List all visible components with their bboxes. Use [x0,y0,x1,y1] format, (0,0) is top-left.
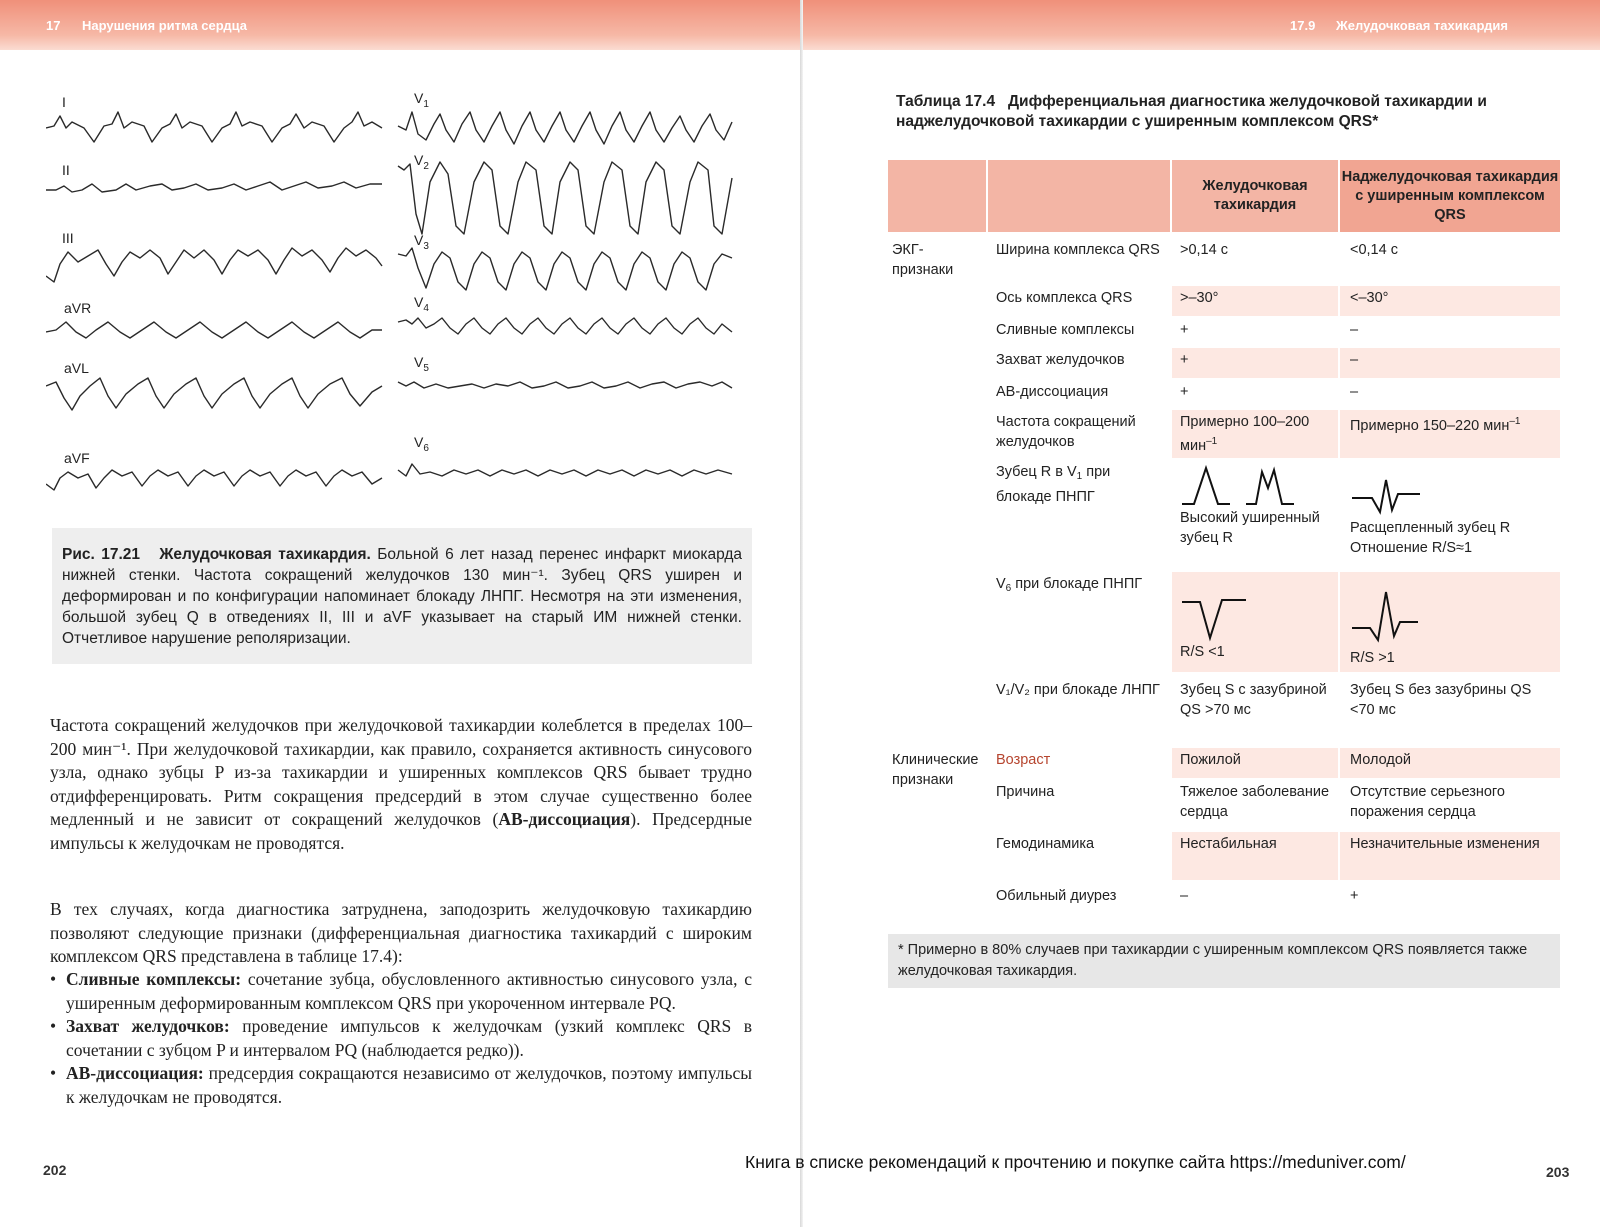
ecg-trace-avf [46,470,382,490]
bullet-item [50,1015,752,1062]
ecg-trace-avl [46,378,382,410]
vt-value: + [1180,384,1189,400]
section-number: 17.9 [1290,18,1316,33]
ecg-traces [46,86,758,526]
bullet-item [50,1062,752,1109]
row-label: V₁/V₂ при блокаде ЛНПГ [996,682,1160,698]
body-paragraph-1 [50,714,752,855]
table-row [888,748,1560,788]
table-row [888,318,1560,348]
ecg-trace-v4 [398,318,732,334]
page-number-left: 202 [43,1162,67,1178]
svt-value: Примерно 150–220 мин$^{-1}$ [1340,410,1560,458]
row-label: Обильный диурез [996,888,1117,904]
svt-value: Молодой [1340,748,1560,778]
header-cell-empty [988,160,1170,232]
ecg-figure [46,86,758,526]
table-title [896,92,1536,132]
table-row [888,780,1560,828]
ecg-trace-v5 [398,382,732,388]
vt-value: Зубец S с зазубриной QS >70 мс [1180,682,1327,718]
header-vt: Желудочковая тахикардия [1172,160,1338,232]
figure-label: Рис. 17.21 [62,546,141,563]
bullet-text: сочетание зубца, обусловленного активностью синусового узла, с уширенным деформированным комплексом QRS при укороченном интервале PQ. [66,969,752,1013]
svt-rate-text: Примерно 150–220 мин [1350,418,1510,434]
row-label: Захват желудочков [996,352,1125,368]
row-label: Возраст [996,752,1051,768]
bullet-text: предсердия сокращаются независимо от желудочков, поэтому импульсы к желудочкам не проводятся. [66,1063,752,1107]
lead-label-avr: aVR [64,300,92,316]
lead-label-v6: $V_6$ [414,434,429,454]
bullet-list [50,968,752,1109]
label-part: Зубец R в V [996,464,1077,480]
vt-rate-text: Примерно 100–200 мин [1180,414,1310,454]
chapter-number: 17 [46,18,61,33]
vt-value: >–30° [1172,286,1338,316]
group-label-ecg: ЭКГ-признаки [892,242,954,278]
section-title: Желудочковая тахикардия [1336,18,1508,33]
table-row [888,460,1560,570]
label-part: при блокаде ПНПГ [996,464,1111,505]
svt-value: <0,14 с [1350,242,1398,258]
vt-r-wave-text: Высокий уширенный зубец R [1180,510,1320,546]
svt-r-wave-icon-wrap [1350,474,1556,518]
ecg-trace-v6 [398,464,732,476]
ecg-rs-split-icon [1350,474,1424,518]
lead-label-iii: III [62,230,74,246]
svt-rs-ratio-text: Отношение R/S≈1 [1350,540,1473,556]
row-label: Гемодинамика [996,836,1095,852]
svt-value: + [1350,888,1359,904]
vt-value [1172,572,1338,672]
diff-diagnosis-table [888,160,1560,904]
ecg-notched-r-icon [1244,464,1298,508]
table-row [888,884,1560,914]
table-footnote: * Примерно в 80% случаев при тахикардии с уширенным комплексом QRS появляется также желудочковая тахикардия. [888,934,1560,988]
figure-title: Желудочковая тахикардия. [159,546,371,563]
svt-v6-text: R/S >1 [1350,650,1395,666]
ecg-rs-tall-icon [1350,588,1420,646]
lead-label-v2: $V_2$ [414,152,429,172]
lead-label-v5: $V_5$ [414,354,429,374]
para1-end: ). Предсердные импульсы к желудочкам не проводятся. [50,809,753,853]
group-label-clinical: Клинические признаки [892,752,979,788]
label-part: при блокаде ПНПГ [1011,576,1143,592]
ecg-trace-v1 [398,112,732,144]
vt-value: + [1180,322,1189,338]
svt-v6-icon-wrap [1350,588,1556,648]
vt-value: + [1172,348,1338,378]
table-row [888,678,1560,746]
svt-value: – [1340,348,1560,378]
lead-label-avl: aVL [64,360,89,376]
table-row [888,410,1560,458]
vt-value: Пожилой [1172,748,1338,778]
figure-caption [52,528,752,664]
ecg-trace-i [46,112,382,142]
svt-value: Незначительные изменения [1340,832,1560,880]
row-label: Ось комплекса QRS [996,290,1133,306]
vt-value [1172,460,1338,570]
row-label: Сливные комплексы [996,322,1135,338]
left-page-header [0,0,800,50]
svt-value [1340,460,1560,570]
vt-value: >0,14 с [1180,242,1228,258]
promo-text: Книга в списке рекомендаций к прочтению и покупке сайта https://meduniver.com/ [745,1152,1406,1172]
vt-value: Тяжелое заболевание сердца [1180,784,1330,820]
label-part: V [996,576,1006,592]
bullet-term: Захват желудочков: [66,1016,230,1036]
lead-label-v4: $V_4$ [414,294,429,314]
page-number-right: 203 [1546,1164,1570,1180]
svt-value: Отсутствие серьезного поражения сердца [1350,784,1505,820]
lead-label-v3: $V_3$ [414,232,429,252]
para1-text: Частота сокращений желудочков при желудочковой тахикардии колеблется в пределах 100–200 мин⁻¹. При желудочковой тахикардии, как правило, сохраняется активность синусового узла, однако зубцы P из-за тахикардии и уширенных комплексов QRS бывает трудно отдифференцировать. Ритм сокращения предсердий в этом случае существенно более медленный и не зависит от сокращений желудочков ( [50,715,752,829]
table-row [888,286,1560,316]
ecg-trace-v2 [398,162,732,234]
svt-value: – [1350,322,1359,338]
row-label: Ширина комплекса QRS [996,242,1160,258]
vt-v6-text: R/S <1 [1180,644,1225,660]
ecg-tall-r-icon [1180,464,1234,508]
row-label: АВ-диссоциация [996,384,1109,400]
bullet-item [50,968,752,1015]
figure-caption-text: Больной 6 лет назад перенес инфаркт миокарда нижней стенки. Частота сокращений желудочков 130 мин⁻¹. Зубец QRS уширен и деформирован и по конфигурации напоминает блокаду ЛНПГ. Несмотря на эти изменения, большой зубец Q в отведениях II, III и aVF указывает на старый ИМ нижней стенки. Отчетливое нарушение реполяризации. [62,546,743,647]
table-row [888,348,1560,378]
vt-value: Нестабильная [1172,832,1338,880]
table-title-text: Дифференциальная диагностика желудочковой тахикардии и наджелудочковой тахикардии с уширенным комплексом QRS* [896,93,1487,130]
header-cell-empty [888,160,986,232]
lead-label-i: I [62,94,66,110]
right-page-header [803,0,1600,50]
ecg-trace-avr [46,322,382,338]
header-svt: Наджелудочковая тахикардия с уширенным комплексом QRS [1340,160,1560,232]
vt-r-wave-icons [1180,462,1334,508]
table-row [888,380,1560,410]
svt-value: Зубец S без зазубрины QS <70 мс [1350,682,1532,718]
bullet-term: Сливные комплексы: [66,969,242,989]
bullet-text: проведение импульсов к желудочкам (узкий комплекс QRS в сочетании с зубцом P и интервалом PQ (наблюдается редко)). [66,1016,752,1060]
ecg-trace-v3 [398,248,732,290]
lead-label-ii: II [62,162,70,178]
row-label: Причина [996,784,1055,800]
ecg-trace-iii [46,248,382,282]
table-header [888,160,1560,232]
body-paragraph-2: В тех случаях, когда диагностика затруднена, заподозрить желудочковую тахикардию позволяют следующие признаки (дифференциальная диагностика тахикардий с широким комплексом QRS представлена в таблице 17.4): [50,899,752,966]
table-row [888,572,1560,672]
table-label: Таблица 17.4 [896,93,996,110]
ecg-qs-deep-icon [1180,588,1250,642]
vt-value: – [1180,888,1189,904]
book-spine [800,0,803,1227]
vt-v6-icon-wrap [1180,588,1334,642]
lead-label-avf: aVF [64,450,90,466]
lead-label-v1: $V_1$ [414,90,429,110]
svt-value: – [1350,384,1359,400]
table-row [888,238,1560,286]
bullet-term: АВ-диссоциация: [66,1063,204,1083]
svt-value [1340,572,1560,672]
svt-r-wave-text: Расщепленный зубец R [1350,520,1511,536]
chapter-title: Нарушения ритма сердца [82,18,248,33]
row-label: $V_6$ при блокаде ПНПГ [996,576,1143,594]
row-label: Частота сокращений желудочков [996,414,1136,450]
vt-value: Примерно 100–200 мин$^{-1}$ [1172,410,1338,458]
table-row [888,832,1560,880]
ecg-trace-ii [46,182,382,192]
para1-term: АВ-диссоциация [498,809,631,829]
row-label: Зубец R в $V_1$ при блокаде ПНПГ [996,464,1111,505]
svt-value: <–30° [1340,286,1560,316]
